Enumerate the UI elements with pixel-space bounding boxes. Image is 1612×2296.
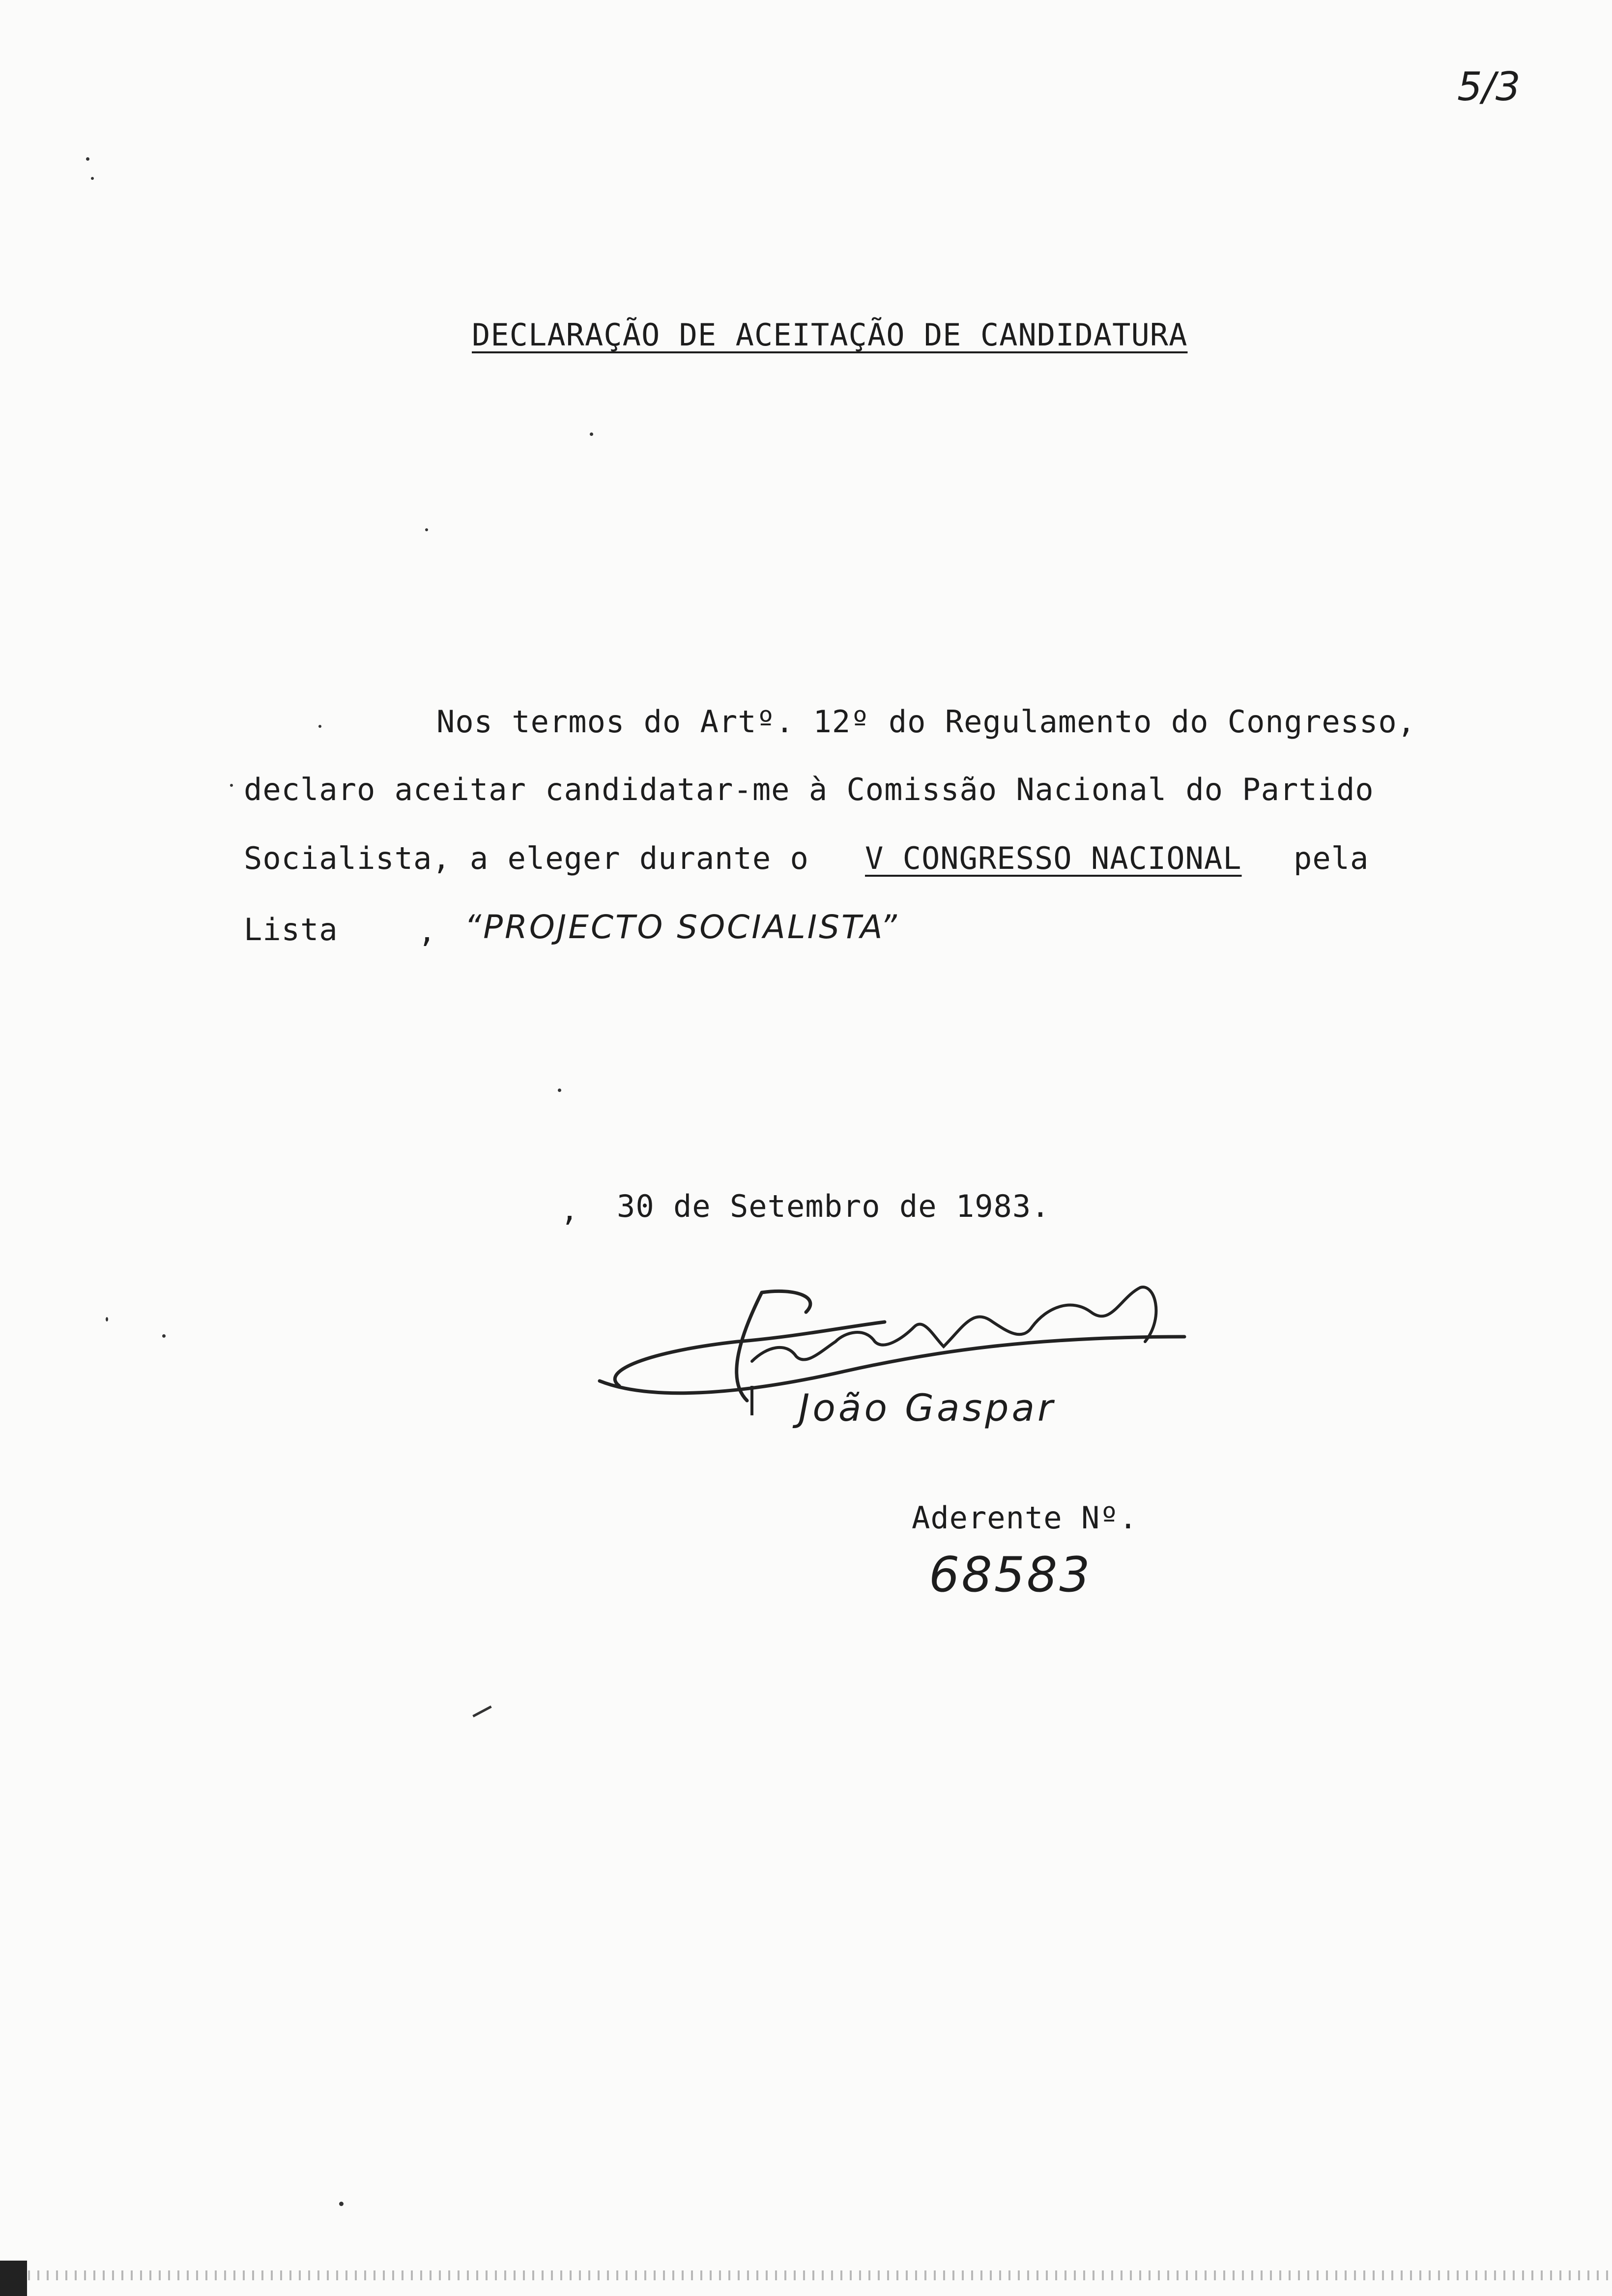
body-line-4-prefix: Lista bbox=[244, 912, 338, 947]
scan-speck bbox=[558, 1089, 561, 1092]
scan-speck bbox=[230, 784, 233, 787]
scan-speck bbox=[86, 157, 89, 161]
list-comma: , bbox=[418, 913, 437, 949]
document-title: DECLARAÇÃO DE ACEITAÇÃO DE CANDIDATURA bbox=[472, 317, 1188, 353]
scan-dash bbox=[472, 1705, 491, 1717]
page-number: 5/3 bbox=[1457, 64, 1521, 110]
scan-speck bbox=[318, 725, 321, 728]
list-name-handwritten: “PROJECTO SOCIALISTA” bbox=[464, 908, 899, 946]
scan-noise-bottom bbox=[0, 2270, 1612, 2280]
scan-speck bbox=[425, 528, 428, 531]
scan-corner-mark bbox=[0, 2261, 27, 2296]
scan-speck bbox=[162, 1334, 166, 1338]
body-line-1: Nos termos do Artº. 12º do Regulamento do Congresso, bbox=[436, 704, 1416, 740]
body-line-3-suffix: pela bbox=[1294, 840, 1369, 876]
body-line-3-prefix: Socialista, a eleger durante o bbox=[244, 840, 809, 876]
date: 30 de Setembro de 1983. bbox=[617, 1188, 1050, 1224]
printed-signature-name: João Gaspar bbox=[799, 1386, 1056, 1430]
body-line-2: declaro aceitar candidatar-me à Comissão Nacional do Partido bbox=[244, 772, 1374, 807]
member-label: Aderente Nº. bbox=[912, 1500, 1138, 1536]
date-comma: , bbox=[560, 1192, 579, 1228]
scan-speck bbox=[106, 1317, 108, 1321]
scan-speck bbox=[91, 177, 94, 180]
scan-speck bbox=[590, 432, 593, 436]
scan-speck bbox=[339, 2202, 344, 2206]
congress-name: V CONGRESSO NACIONAL bbox=[865, 840, 1242, 876]
member-number: 68583 bbox=[929, 1547, 1092, 1603]
